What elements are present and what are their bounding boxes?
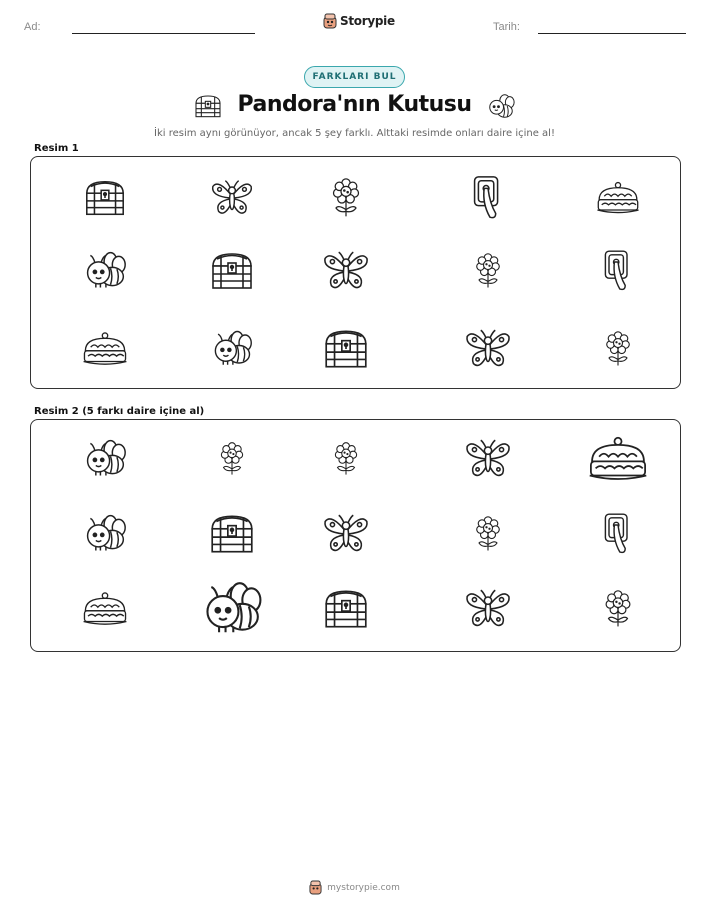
lever-icon[interactable] — [468, 175, 508, 221]
treasure-chest-icon[interactable] — [208, 248, 256, 294]
flower-icon[interactable] — [600, 325, 636, 373]
jewelry-box-icon[interactable] — [585, 429, 651, 489]
flower-icon[interactable] — [470, 246, 506, 296]
butterfly-icon[interactable] — [320, 248, 372, 294]
lever-icon[interactable] — [600, 247, 636, 295]
picture1-label: Resim 1 — [34, 143, 79, 154]
bee-icon[interactable] — [83, 250, 127, 292]
title-bee-icon — [486, 92, 516, 124]
picture2-panel[interactable] — [30, 419, 681, 652]
name-line[interactable] — [72, 33, 255, 34]
footer-url[interactable]: mystorypie.com — [327, 882, 400, 893]
treasure-chest-icon[interactable] — [207, 511, 257, 557]
treasure-chest-icon[interactable] — [321, 585, 371, 633]
jewelry-box-icon[interactable] — [594, 180, 642, 216]
storypie-mascot-icon — [323, 13, 337, 29]
footer — [0, 880, 709, 895]
butterfly-icon[interactable] — [321, 511, 371, 557]
picture2-label: Resim 2 (5 farkı daire içine al) — [34, 406, 205, 417]
flower-icon[interactable] — [470, 510, 506, 558]
butterfly-icon[interactable] — [463, 436, 513, 482]
jewelry-box-icon[interactable] — [80, 329, 130, 369]
butterfly-icon[interactable] — [209, 175, 255, 221]
date-line[interactable] — [538, 33, 686, 34]
bee-icon[interactable] — [83, 438, 127, 480]
activity-badge: FARKLARI BUL — [304, 66, 405, 88]
picture1-panel[interactable] — [30, 156, 681, 389]
flower-icon[interactable] — [215, 436, 249, 482]
date-label: Tarih: — [493, 21, 520, 33]
butterfly-icon[interactable] — [463, 326, 513, 372]
bee-icon[interactable] — [211, 327, 253, 371]
treasure-chest-icon[interactable] — [321, 325, 371, 373]
page-title: Pandora'nın Kutusu — [237, 92, 472, 117]
flower-icon[interactable] — [599, 585, 637, 633]
flower-icon[interactable] — [326, 178, 366, 218]
name-label: Ad: — [24, 21, 41, 33]
butterfly-icon[interactable] — [463, 586, 513, 632]
bee-icon[interactable] — [83, 513, 127, 555]
storypie-logo — [323, 13, 395, 29]
bee-icon[interactable] — [201, 579, 263, 639]
brand-name: Storypie — [340, 14, 395, 28]
flower-icon[interactable] — [329, 436, 363, 482]
storypie-mascot-icon — [309, 880, 322, 895]
treasure-chest-icon[interactable] — [82, 175, 128, 221]
instructions: İki resim aynı görünüyor, ancak 5 şey farklı. Alttaki resimde onları daire içine al! — [154, 128, 555, 139]
lever-icon[interactable] — [600, 510, 636, 558]
jewelry-box-icon[interactable] — [80, 589, 130, 629]
